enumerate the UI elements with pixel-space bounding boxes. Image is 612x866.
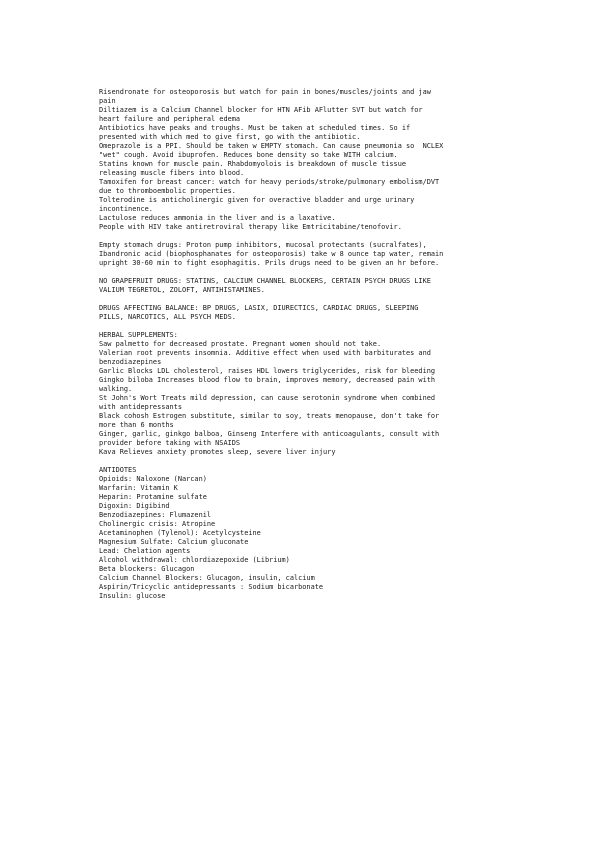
text-line: Black cohosh Estrogen substitute, similar to soy, treats menopause, don't take for bbox=[99, 412, 440, 420]
text-line: due to thromboembolic properties. bbox=[99, 187, 236, 195]
text-line: releasing muscle fibers into blood. bbox=[99, 169, 245, 177]
paragraph-gap bbox=[99, 295, 499, 304]
text-line: Opioids: Naloxone (Narcan) bbox=[99, 475, 207, 483]
text-line: provider before taking with NSAIDS bbox=[99, 439, 241, 447]
text-line: St John's Wort Treats mild depression, can cause serotonin syndrome when combined bbox=[99, 394, 436, 402]
text-line: People with HIV take antiretroviral therapy like Emtricitabine/tenofovir. bbox=[99, 223, 402, 231]
text-line: Lead: Chelation agents bbox=[99, 547, 191, 555]
paragraph-gap bbox=[99, 322, 499, 331]
text-line: walking. bbox=[99, 385, 133, 393]
text-line: Insulin: glucose bbox=[99, 592, 166, 600]
text-line: pain bbox=[99, 97, 116, 105]
text-line: Risendronate for osteoporosis but watch for pain in bones/muscles/joints and jaw bbox=[99, 88, 431, 96]
paragraph-gap bbox=[99, 268, 499, 277]
text-line: Omeprazole is a PPI. Should be taken w EMPTY stomach. Can cause pneumonia so NCLEX bbox=[99, 142, 444, 150]
paragraph-gap bbox=[99, 232, 499, 241]
text-line: Tolterodine is anticholinergic given for overactive bladder and urge urinary bbox=[99, 196, 415, 204]
text-line: Statins known for muscle pain. Rhabdomyolois is breakdown of muscle tissue bbox=[99, 160, 406, 168]
text-line: Saw palmetto for decreased prostate. Pregnant women should not take. bbox=[99, 340, 382, 348]
text-line: Gingko biloba Increases blood flow to brain, improves memory, decreased pain with bbox=[99, 376, 436, 384]
text-line: Diltiazem is a Calcium Channel blocker for HTN AFib AFlutter SVT but watch for bbox=[99, 106, 423, 114]
text-line: NO GRAPEFRUIT DRUGS: STATINS, CALCIUM CHANNEL BLOCKERS, CERTAIN PSYCH DRUGS LIKE bbox=[99, 277, 431, 285]
text-line: upright 30-60 min to fight esophagitis. Prils drugs need to be given an hr before. bbox=[99, 259, 440, 267]
text-line: incontinence. bbox=[99, 205, 153, 213]
text-line: Alcohol withdrawal: chlordiazepoxide (Librium) bbox=[99, 556, 290, 564]
text-line: Tamoxifen for breast cancer: watch for heavy periods/stroke/pulmonary embolism/DVT bbox=[99, 178, 440, 186]
text-line: more than 6 months bbox=[99, 421, 174, 429]
text-line: Cholinergic crisis: Atropine bbox=[99, 520, 216, 528]
text-line: ANTIDOTES bbox=[99, 466, 137, 474]
text-line: Digoxin: Digibind bbox=[99, 502, 170, 510]
text-line: Empty stomach drugs: Proton pump inhibitors, mucosal protectants (sucralfates), bbox=[99, 241, 427, 249]
text-line: PILLS, NARCOTICS, ALL PSYCH MEDS. bbox=[99, 313, 236, 321]
text-line: Antibiotics have peaks and troughs. Must be taken at scheduled times. So if bbox=[99, 124, 411, 132]
text-line: Acetaminophen (Tylenol): Acetylcysteine bbox=[99, 529, 261, 537]
text-line: Kava Relieves anxiety promotes sleep, severe liver injury bbox=[99, 448, 336, 456]
text-line: Valerian root prevents insomnia. Additive effect when used with barbiturates and bbox=[99, 349, 431, 357]
text-line: DRUGS AFFECTING BALANCE: BP DRUGS, LASIX, DIURECTICS, CARDIAC DRUGS, SLEEPING bbox=[99, 304, 419, 312]
text-line: Aspirin/Tricyclic antidepressants : Sodium bicarbonate bbox=[99, 583, 324, 591]
text-line: HERBAL SUPPLEMENTS: bbox=[99, 331, 178, 339]
text-line: Heparin: Protamine sulfate bbox=[99, 493, 207, 501]
text-line: Benzodiazepines: Flumazenil bbox=[99, 511, 212, 519]
text-line: with antidepressants bbox=[99, 403, 182, 411]
text-line: heart failure and peripheral edema bbox=[99, 115, 241, 123]
text-line: "wet" cough. Avoid ibuprofen. Reduces bone density so take WITH calcium. bbox=[99, 151, 398, 159]
text-line: VALIUM TEGRETOL, ZOLOFT, ANTIHISTAMINES. bbox=[99, 286, 265, 294]
text-line: Garlic Blocks LDL cholesterol, raises HDL lowers triglycerides, risk for bleeding bbox=[99, 367, 436, 375]
document-page bbox=[99, 88, 499, 601]
text-line: Calcium Channel Blockers: Glucagon, insulin, calcium bbox=[99, 574, 315, 582]
text-line: Warfarin: Vitamin K bbox=[99, 484, 178, 492]
text-line: benzodiazepines bbox=[99, 358, 162, 366]
text-line: Magnesium Sulfate: Calcium gluconate bbox=[99, 538, 249, 546]
text-line: Lactulose reduces ammonia in the liver and is a laxative. bbox=[99, 214, 336, 222]
text-line: Ibandronic acid (biophosphanates for osteoporosis) take w 8 ounce tap water, remain bbox=[99, 250, 444, 258]
paragraph-gap bbox=[99, 457, 499, 466]
text-line: Ginger, garlic, ginkgo balboa, Ginseng Interfere with anticoagulants, consult with bbox=[99, 430, 440, 438]
text-line: Beta blockers: Glucagon bbox=[99, 565, 195, 573]
text-line: presented with which med to give first, go with the antibiotic. bbox=[99, 133, 361, 141]
